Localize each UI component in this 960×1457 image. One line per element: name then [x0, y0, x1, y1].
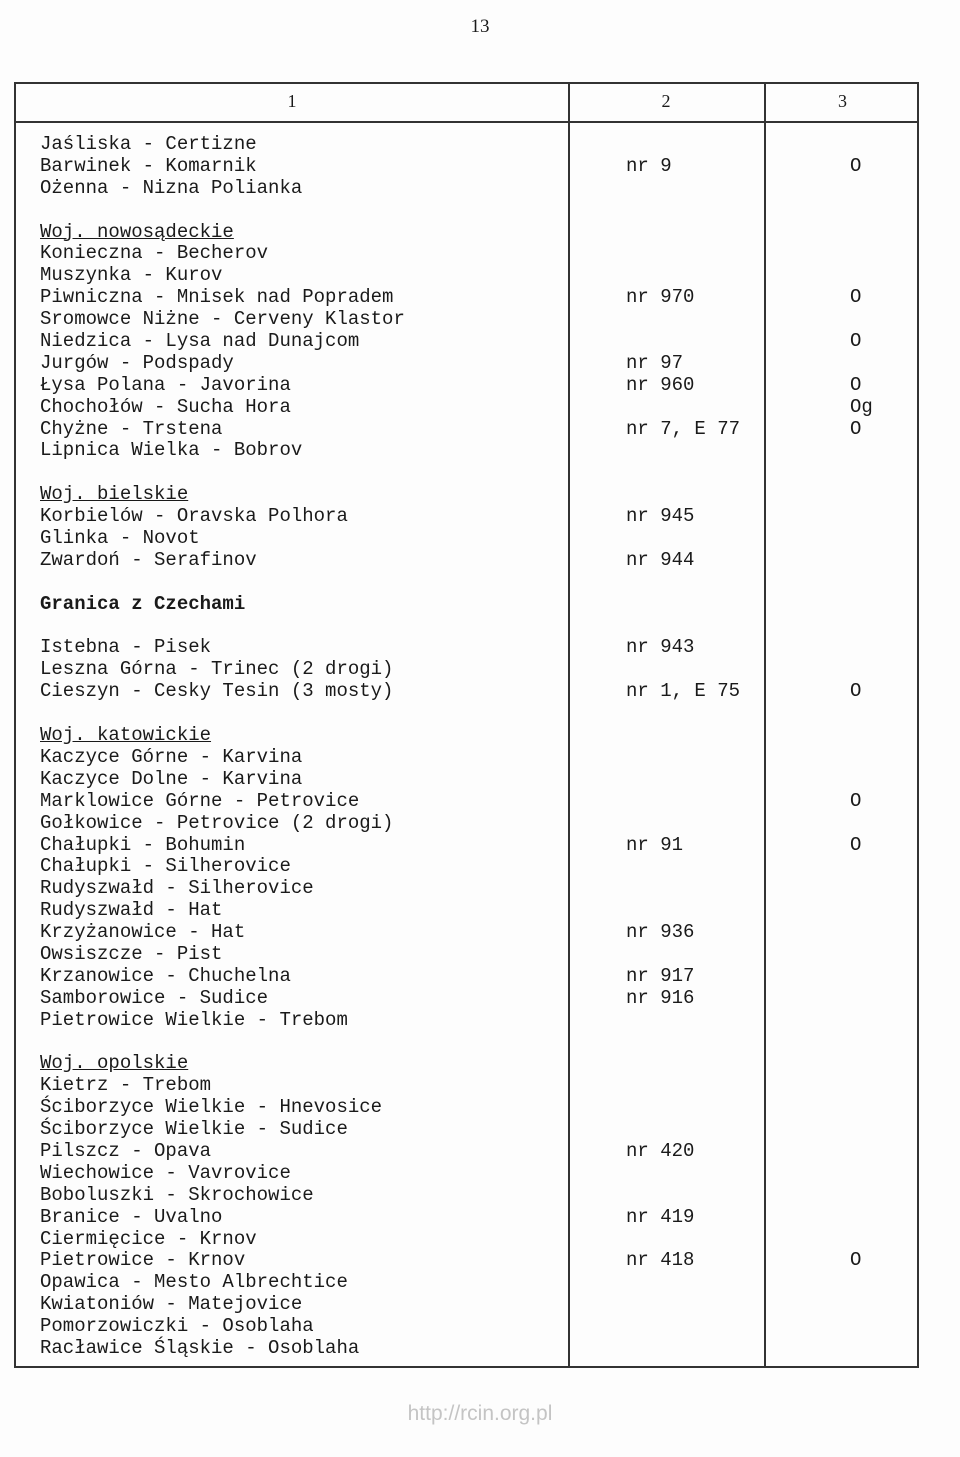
- table-row: [16, 1141, 917, 1163]
- table-row: [16, 375, 917, 397]
- table-row: [16, 637, 917, 659]
- table-row: [16, 1294, 917, 1316]
- table-row: [16, 1163, 917, 1185]
- road-number: nr 7, E 77: [626, 417, 741, 440]
- table-row: [16, 134, 917, 156]
- table-row: [16, 265, 917, 287]
- crossing-name: Krzyżanowice - Hat: [40, 921, 246, 944]
- table-row: [16, 1229, 917, 1251]
- crossing-name: Sromowce Niżne - Cerveny Klastor: [40, 308, 405, 331]
- table-row: [16, 528, 917, 550]
- crossing-name: Woj. nowosądeckie: [40, 220, 234, 243]
- table-row: [16, 813, 917, 835]
- crossing-name: Jurgów - Podspady: [40, 351, 234, 374]
- status-mark: O: [850, 330, 862, 353]
- crossing-name: Chałupki - Silherovice: [40, 855, 291, 878]
- crossing-name: Kaczyce Górne - Karvina: [40, 745, 303, 768]
- table-row: [16, 419, 917, 441]
- status-mark: O: [850, 833, 862, 856]
- crossing-name: Branice - Uvalno: [40, 1205, 223, 1228]
- crossing-name: Boboluszki - Skrochowice: [40, 1183, 314, 1206]
- road-number: nr 960: [626, 373, 695, 396]
- road-number: nr 944: [626, 548, 695, 571]
- crossing-name: Samborowice - Sudice: [40, 986, 269, 1009]
- crossing-name: Pietrowice Wielkie - Trebom: [40, 1008, 348, 1031]
- table-row: [16, 287, 917, 309]
- table-row: [16, 944, 917, 966]
- table-row: [16, 1207, 917, 1229]
- crossing-name: Ściborzyce Wielkie - Hnevosice: [40, 1096, 383, 1119]
- table-row: [16, 616, 917, 638]
- crossing-name: Chałupki - Bohumin: [40, 833, 246, 856]
- table-row: [16, 1032, 917, 1054]
- crossing-name: Kietrz - Trebom: [40, 1074, 212, 1097]
- status-mark: O: [850, 286, 862, 309]
- border-crossings-table: [14, 82, 919, 1368]
- section-heading-row: [16, 484, 917, 506]
- crossing-name: Piwniczna - Mnisek nad Popradem: [40, 286, 394, 309]
- crossing-name: Leszna Górna - Trinec (2 drogi): [40, 658, 394, 681]
- road-number: nr 970: [626, 286, 695, 309]
- crossing-name: Krzanowice - Chuchelna: [40, 964, 291, 987]
- table-row: [16, 506, 917, 528]
- table-row: [16, 966, 917, 988]
- status-mark: O: [850, 417, 862, 440]
- table-row: [16, 1338, 917, 1360]
- table-row: [16, 1250, 917, 1272]
- source-url: http://rcin.org.pl: [407, 1402, 553, 1425]
- status-mark: Og: [850, 395, 873, 418]
- crossing-name: Pilszcz - Opava: [40, 1139, 212, 1162]
- crossing-name: Cieszyn - Cesky Tesin (3 mosty): [40, 680, 394, 703]
- section-heading-row: [16, 222, 917, 244]
- table-row: [16, 1010, 917, 1032]
- table-row: [16, 440, 917, 462]
- table-row: [16, 397, 917, 419]
- road-number: nr 419: [626, 1205, 695, 1228]
- status-mark: O: [850, 1249, 862, 1272]
- crossing-name: Lipnica Wielka - Bobrov: [40, 439, 303, 462]
- table-row: [16, 462, 917, 484]
- crossing-name: Woj. bielskie: [40, 483, 189, 506]
- road-number: nr 9: [626, 154, 672, 177]
- crossing-name: Istebna - Pisek: [40, 636, 212, 659]
- table-row: [16, 878, 917, 900]
- status-mark: O: [850, 789, 862, 812]
- crossing-name: Niedzica - Lysa nad Dunajcom: [40, 330, 360, 353]
- table-row: [16, 791, 917, 813]
- table-row: [16, 1119, 917, 1141]
- crossing-name: Konieczna - Becherov: [40, 242, 269, 265]
- table-row: [16, 353, 917, 375]
- table-row: [16, 550, 917, 572]
- column-header-3: 3: [838, 91, 847, 111]
- crossing-name: Korbielów - Oravska Polhora: [40, 505, 348, 528]
- table-body: [16, 134, 917, 1360]
- table-row: [16, 856, 917, 878]
- crossing-name: Łysa Polana - Javorina: [40, 373, 291, 396]
- crossing-name: Owsiszcze - Pist: [40, 942, 223, 965]
- road-number: nr 945: [626, 505, 695, 528]
- road-number: nr 936: [626, 921, 695, 944]
- table-row: [16, 200, 917, 222]
- crossing-name: Kwiatoniów - Matejovice: [40, 1293, 303, 1316]
- header-divider: [16, 121, 917, 123]
- table-row: [16, 988, 917, 1010]
- road-number: nr 917: [626, 964, 695, 987]
- table-row: [16, 769, 917, 791]
- road-number: nr 91: [626, 833, 684, 856]
- page-number: 13: [470, 16, 490, 37]
- table-row: [16, 331, 917, 353]
- table-row: [16, 243, 917, 265]
- table-row: [16, 178, 917, 200]
- table-row: [16, 1185, 917, 1207]
- crossing-name: Chochołów - Sucha Hora: [40, 395, 291, 418]
- table-row: [16, 922, 917, 944]
- crossing-name: Woj. katowickie: [40, 724, 212, 747]
- table-row: [16, 156, 917, 178]
- crossing-name: Pietrowice - Krnov: [40, 1249, 246, 1272]
- crossing-name: Woj. opolskie: [40, 1052, 189, 1075]
- crossing-name: Kaczyce Dolne - Karvina: [40, 767, 303, 790]
- crossing-name: Ciermięcice - Krnov: [40, 1227, 257, 1250]
- crossing-name: Opawica - Mesto Albrechtice: [40, 1271, 348, 1294]
- crossing-name: Chyżne - Trstena: [40, 417, 223, 440]
- table-row: [16, 747, 917, 769]
- section-heading-row: [16, 725, 917, 747]
- crossing-name: Racławice Śląskie - Osoblaha: [40, 1336, 360, 1359]
- road-number: nr 418: [626, 1249, 695, 1272]
- crossing-name: Wiechowice - Vavrovice: [40, 1161, 291, 1184]
- table-row: [16, 309, 917, 331]
- table-row: [16, 835, 917, 857]
- table-row: [16, 703, 917, 725]
- crossing-name: Zwardoń - Serafinov: [40, 548, 257, 571]
- table-row: [16, 572, 917, 594]
- road-number: nr 943: [626, 636, 695, 659]
- table-row: [16, 659, 917, 681]
- table-row: [16, 1272, 917, 1294]
- table-row: [16, 900, 917, 922]
- section-heading-row: [16, 1053, 917, 1075]
- crossing-name: Pomorzowiczki - Osoblaha: [40, 1315, 314, 1338]
- section-title-row: [16, 594, 917, 616]
- table-row: [16, 1075, 917, 1097]
- crossing-name: Barwinek - Komarnik: [40, 154, 257, 177]
- crossing-name: Marklowice Górne - Petrovice: [40, 789, 360, 812]
- column-header-1: 1: [287, 91, 297, 111]
- status-mark: O: [850, 680, 862, 703]
- crossing-name: Granica z Czechami: [40, 592, 246, 615]
- crossing-name: Rudyszwałd - Hat: [40, 899, 223, 922]
- crossing-name: Muszynka - Kurov: [40, 264, 223, 287]
- crossing-name: Glinka - Novot: [40, 527, 200, 550]
- table-row: [16, 1316, 917, 1338]
- status-mark: O: [850, 373, 862, 396]
- table-row: [16, 1097, 917, 1119]
- table-row: [16, 681, 917, 703]
- crossing-name: Rudyszwałd - Silherovice: [40, 877, 314, 900]
- status-mark: O: [850, 154, 862, 177]
- crossing-name: Ściborzyce Wielkie - Sudice: [40, 1118, 348, 1141]
- road-number: nr 1, E 75: [626, 680, 741, 703]
- road-number: nr 420: [626, 1139, 695, 1162]
- crossing-name: Gołkowice - Petrovice (2 drogi): [40, 811, 394, 834]
- column-header-2: 2: [661, 91, 671, 111]
- road-number: nr 916: [626, 986, 695, 1009]
- crossing-name: Jaśliska - Certizne: [40, 133, 257, 155]
- road-number: nr 97: [626, 351, 684, 374]
- crossing-name: Ożenna - Nizna Polianka: [40, 176, 303, 199]
